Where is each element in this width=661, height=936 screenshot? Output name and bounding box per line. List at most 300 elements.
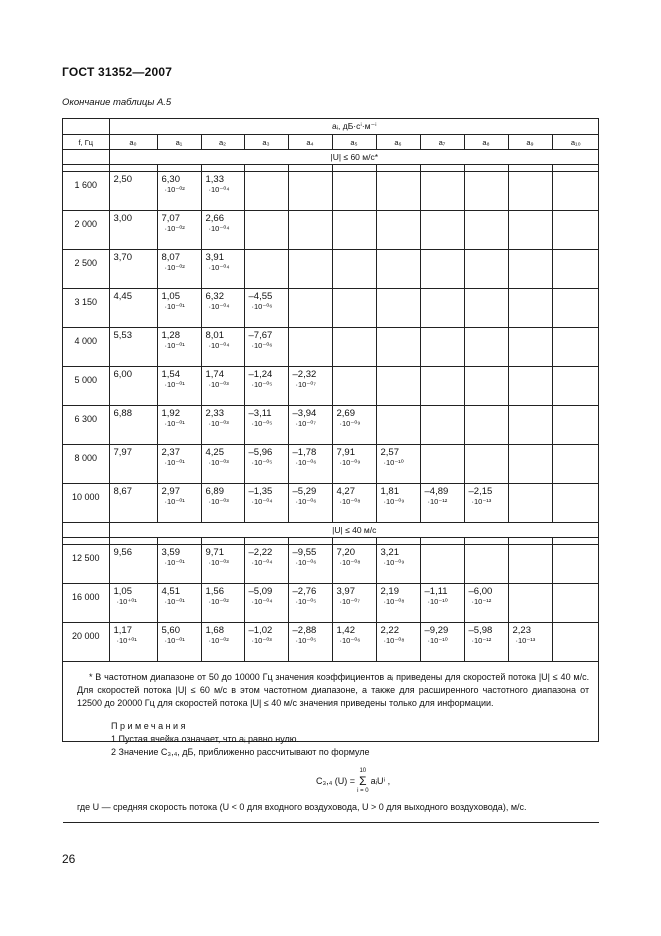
- coefficient-cell-a4: [288, 584, 332, 623]
- coefficient-cell-a3: [244, 545, 288, 584]
- coefficient-exponent: ·10⁻¹²: [427, 497, 448, 506]
- coefficient-cell-a6: [376, 406, 420, 445]
- coefficient-cell-a5: [332, 367, 376, 406]
- coefficient-exponent: ·10⁻⁰¹: [164, 380, 185, 389]
- coefficient-exponent: ·10⁻⁰⁶: [295, 558, 317, 567]
- coefficient-cell-a9: [508, 367, 552, 406]
- coefficient-exponent: ·10⁻⁰¹: [164, 636, 185, 645]
- coefficient-cell-a2: [201, 172, 244, 211]
- coefficient-exponent: ·10⁻⁰⁴: [208, 224, 230, 233]
- coefficient-exponent: ·10⁻⁰²: [164, 185, 185, 194]
- coefficient-cell-a2: [201, 623, 244, 662]
- coefficient-cell-a10: [552, 623, 599, 662]
- coefficient-mantissa: –6,00: [468, 586, 493, 597]
- table-row: [63, 445, 599, 484]
- coefficient-exponent: ·10⁻⁰¹: [164, 558, 185, 567]
- footnote: * В частотном диапазоне от 50 до 10000 Гц значения коэффициентов aᵢ приведены для скоростей потока |U| ≤ 40 м/с. Для скоростей потока |U| ≤ 60 м/с в этом частотном диапазоне, а также для расширенного частотного диапазона от 12500 до 20000 Гц для скоростей потока |U| ≤ 40 м/с значения приведены только для информации.: [77, 672, 590, 708]
- coefficient-cell-a3: [244, 211, 288, 250]
- spacer-cell: [244, 538, 288, 545]
- coefficient-cell-a3: [244, 484, 288, 523]
- coefficient-mantissa: 2,97: [161, 486, 180, 497]
- coefficient-cell-a1: [157, 289, 201, 328]
- coefficient-mantissa: 2,69: [336, 408, 355, 419]
- coefficient-cell-a2: [201, 584, 244, 623]
- coefficient-mantissa: 5,53: [113, 330, 132, 341]
- coefficient-mantissa: 6,89: [205, 486, 224, 497]
- coefficient-cell-a5: [332, 445, 376, 484]
- coefficient-exponent: ·10⁻¹²: [471, 597, 492, 606]
- coefficient-cell-a8: [464, 211, 508, 250]
- frequency-cell: 3 150: [63, 289, 109, 328]
- coefficient-cell-a0: [109, 484, 157, 523]
- coefficient-cell-a8: [464, 172, 508, 211]
- coefficient-cell-a0: [109, 172, 157, 211]
- coefficient-cell-a5: [332, 289, 376, 328]
- formula-lhs: C₃,₄ (U) =: [315, 775, 356, 786]
- coefficient-cell-a8: [464, 367, 508, 406]
- coefficient-cell-a6: [376, 367, 420, 406]
- coefficient-exponent: ·10⁻¹⁰: [427, 597, 448, 606]
- coefficient-mantissa: 6,00: [113, 369, 132, 380]
- coefficient-cell-a3: [244, 328, 288, 367]
- spacer-cell: [288, 538, 332, 545]
- coefficient-mantissa: 3,97: [336, 586, 355, 597]
- coefficient-cell-a4: [288, 367, 332, 406]
- coefficient-cell-a10: [552, 484, 599, 523]
- table-row: [63, 484, 599, 523]
- section-corner-cell: [63, 523, 109, 538]
- coefficient-cell-a9: [508, 623, 552, 662]
- coefficient-exponent: ·10⁻⁰⁷: [295, 380, 317, 389]
- coefficient-cell-a0: [109, 584, 157, 623]
- coefficient-mantissa: 9,71: [205, 547, 224, 558]
- coefficient-exponent: ·10⁻⁰¹: [164, 497, 185, 506]
- coefficient-exponent: ·10⁻⁰¹: [164, 341, 185, 350]
- coefficient-cell-a3: [244, 445, 288, 484]
- coefficient-exponent: ·10⁻⁰⁸: [339, 558, 361, 567]
- notes-block: [77, 671, 589, 814]
- spacer-cell: [109, 538, 157, 545]
- coefficient-cell-a5: [332, 623, 376, 662]
- spacer-cell: [288, 165, 332, 172]
- column-header-a4: a₄: [288, 135, 332, 150]
- coefficient-cell-a2: [201, 545, 244, 584]
- coefficient-exponent: ·10⁻⁰⁶: [251, 341, 273, 350]
- coefficient-mantissa: –3,11: [248, 408, 272, 419]
- spacer-cell: [201, 165, 244, 172]
- coefficient-exponent: ·10⁻⁰³: [208, 419, 229, 428]
- coefficient-cell-a10: [552, 406, 599, 445]
- coefficient-mantissa: –1,24: [248, 369, 273, 380]
- coefficient-cell-a0: [109, 289, 157, 328]
- column-header-a6: a₆: [376, 135, 420, 150]
- coefficient-cell-a4: [288, 445, 332, 484]
- coefficient-exponent: ·10⁺⁰¹: [116, 597, 137, 606]
- notes-cell: [63, 662, 599, 823]
- coefficient-mantissa: –5,09: [248, 586, 273, 597]
- coefficient-exponent: ·10⁻⁰²: [208, 597, 229, 606]
- coefficient-mantissa: –9,29: [424, 625, 449, 636]
- frequency-cell: 6 300: [63, 406, 109, 445]
- note-1: 1 Пустая ячейка означает, что aᵢ равно нулю.: [111, 734, 300, 744]
- coefficient-cell-a7: [420, 406, 464, 445]
- coefficient-cell-a9: [508, 289, 552, 328]
- coefficient-cell-a7: [420, 250, 464, 289]
- coefficient-exponent: ·10⁻⁰⁶: [339, 636, 361, 645]
- coefficient-cell-a10: [552, 250, 599, 289]
- spacer-cell: [464, 165, 508, 172]
- table-row: [63, 328, 599, 367]
- coefficient-cell-a2: [201, 250, 244, 289]
- coefficient-cell-a8: [464, 584, 508, 623]
- coefficient-exponent: ·10⁻⁰¹: [164, 458, 185, 467]
- coefficient-mantissa: –2,88: [292, 625, 317, 636]
- coefficient-cell-a4: [288, 328, 332, 367]
- coefficient-cell-a10: [552, 584, 599, 623]
- coefficient-mantissa: –2,32: [292, 369, 317, 380]
- coefficient-cell-a0: [109, 445, 157, 484]
- coefficient-mantissa: 7,91: [336, 447, 355, 458]
- coefficient-exponent: ·10⁻⁰³: [208, 558, 229, 567]
- coefficient-mantissa: –9,55: [292, 547, 317, 558]
- coefficient-cell-a3: [244, 289, 288, 328]
- coefficient-mantissa: 3,21: [380, 547, 399, 558]
- coefficient-cell-a7: [420, 445, 464, 484]
- coefficient-cell-a0: [109, 250, 157, 289]
- coefficient-mantissa: –4,55: [248, 291, 273, 302]
- coefficient-exponent: ·10⁻⁰⁴: [208, 302, 230, 311]
- coefficient-cell-a5: [332, 250, 376, 289]
- coefficient-mantissa: 2,23: [512, 625, 531, 636]
- coefficient-cell-a7: [420, 484, 464, 523]
- column-header-a8: a₈: [464, 135, 508, 150]
- coefficient-cell-a10: [552, 445, 599, 484]
- sigma-symbol: Σ: [359, 774, 367, 788]
- coefficient-cell-a5: [332, 484, 376, 523]
- coefficient-cell-a7: [420, 328, 464, 367]
- coefficient-mantissa: 6,30: [161, 174, 180, 185]
- spacer-cell: [420, 165, 464, 172]
- coefficient-exponent: ·10⁻⁰⁴: [208, 185, 230, 194]
- sum-lower-limit: i = 0: [357, 788, 369, 794]
- coefficient-group-header: aᵢ, дБ·сⁱ·м⁻ⁱ: [109, 119, 599, 135]
- coefficient-exponent: ·10⁻¹³: [515, 636, 536, 645]
- coefficient-cell-a3: [244, 250, 288, 289]
- coefficient-exponent: ·10⁻⁰⁴: [251, 597, 273, 606]
- coefficient-cell-a1: [157, 584, 201, 623]
- coefficient-cell-a7: [420, 584, 464, 623]
- coefficient-cell-a7: [420, 545, 464, 584]
- spacer-cell: [420, 538, 464, 545]
- coefficient-cell-a8: [464, 289, 508, 328]
- coefficient-mantissa: 3,59: [161, 547, 180, 558]
- coefficient-cell-a0: [109, 211, 157, 250]
- coefficient-mantissa: 4,27: [336, 486, 355, 497]
- coefficient-cell-a7: [420, 211, 464, 250]
- coefficient-exponent: ·10⁻⁰⁵: [251, 380, 273, 389]
- column-header-row: [63, 135, 599, 150]
- coefficient-mantissa: –4,89: [424, 486, 449, 497]
- coefficient-cell-a4: [288, 211, 332, 250]
- coefficient-cell-a7: [420, 367, 464, 406]
- table-row: [63, 250, 599, 289]
- formula: [117, 767, 589, 795]
- coefficient-mantissa: 2,19: [380, 586, 399, 597]
- coefficient-mantissa: –1,35: [248, 486, 273, 497]
- coefficient-mantissa: –3,94: [292, 408, 317, 419]
- coefficient-cell-a6: [376, 289, 420, 328]
- corner-cell: [63, 119, 109, 135]
- coefficient-exponent: ·10⁻⁰¹: [164, 419, 185, 428]
- coefficient-cell-a6: [376, 623, 420, 662]
- coefficient-table-frame: [62, 118, 599, 812]
- coefficient-cell-a9: [508, 406, 552, 445]
- coefficient-cell-a6: [376, 584, 420, 623]
- coefficient-cell-a5: [332, 406, 376, 445]
- coefficient-exponent: ·10⁻⁰³: [208, 497, 229, 506]
- coefficient-mantissa: 6,32: [205, 291, 224, 302]
- coefficient-cell-a8: [464, 623, 508, 662]
- coefficient-cell-a7: [420, 289, 464, 328]
- frequency-cell: 2 500: [63, 250, 109, 289]
- coefficient-cell-a1: [157, 250, 201, 289]
- coefficient-cell-a10: [552, 367, 599, 406]
- coefficient-cell-a6: [376, 545, 420, 584]
- coefficient-cell-a4: [288, 545, 332, 584]
- coefficient-mantissa: 7,20: [336, 547, 355, 558]
- coefficient-mantissa: –5,29: [292, 486, 317, 497]
- coefficient-exponent: ·10⁻¹²: [471, 636, 492, 645]
- coefficient-cell-a2: [201, 484, 244, 523]
- coefficient-mantissa: 1,81: [380, 486, 399, 497]
- table-row: [63, 211, 599, 250]
- coefficient-cell-a0: [109, 545, 157, 584]
- coefficient-cell-a9: [508, 250, 552, 289]
- coefficient-cell-a1: [157, 328, 201, 367]
- table-row: [63, 623, 599, 662]
- coefficient-exponent: ·10⁻⁰⁸: [339, 497, 361, 506]
- coefficient-exponent: ·10⁻⁰⁸: [383, 597, 405, 606]
- coefficient-cell-a8: [464, 328, 508, 367]
- summation: [357, 767, 369, 795]
- spacer-row: [63, 538, 599, 545]
- spacer-cell: [508, 165, 552, 172]
- frequency-cell: 2 000: [63, 211, 109, 250]
- coefficient-cell-a0: [109, 328, 157, 367]
- coefficient-exponent: ·10⁻⁰¹: [164, 302, 185, 311]
- column-header-a9: a₉: [508, 135, 552, 150]
- frequency-cell: 10 000: [63, 484, 109, 523]
- spacer-cell: [464, 538, 508, 545]
- coefficient-mantissa: 1,56: [205, 586, 224, 597]
- coefficient-cell-a2: [201, 367, 244, 406]
- frequency-cell: 16 000: [63, 584, 109, 623]
- frequency-cell: 20 000: [63, 623, 109, 662]
- coefficient-mantissa: 1,54: [161, 369, 180, 380]
- coefficient-cell-a6: [376, 328, 420, 367]
- spacer-cell: [63, 538, 109, 545]
- coefficient-exponent: ·10⁻⁰⁵: [295, 636, 317, 645]
- column-header-a1: a₁: [157, 135, 201, 150]
- coefficient-mantissa: 1,42: [336, 625, 355, 636]
- section-row: [63, 150, 599, 165]
- frequency-cell: 12 500: [63, 545, 109, 584]
- coefficient-mantissa: 1,74: [205, 369, 224, 380]
- spacer-cell: [63, 165, 109, 172]
- coefficient-cell-a1: [157, 623, 201, 662]
- coefficient-mantissa: 1,05: [113, 586, 132, 597]
- formula-term: aᵢUⁱ ,: [370, 775, 391, 786]
- note-2: 2 Значение C₃,₄, дБ, приближенно рассчитывают по формуле: [111, 747, 370, 757]
- table-body: [63, 119, 599, 662]
- coefficient-mantissa: 8,01: [205, 330, 224, 341]
- table-row: [63, 172, 599, 211]
- coefficient-mantissa: 2,33: [205, 408, 224, 419]
- coefficient-exponent: ·10⁻⁰⁵: [251, 458, 273, 467]
- coefficient-cell-a5: [332, 584, 376, 623]
- coefficient-cell-a9: [508, 172, 552, 211]
- column-header-a3: a₃: [244, 135, 288, 150]
- coefficient-exponent: ·10⁻⁰⁵: [251, 419, 273, 428]
- coefficient-mantissa: –2,22: [248, 547, 273, 558]
- coefficient-cell-a1: [157, 172, 201, 211]
- frequency-cell: 1 600: [63, 172, 109, 211]
- spacer-row: [63, 165, 599, 172]
- spacer-cell: [552, 165, 599, 172]
- coefficient-mantissa: 4,25: [205, 447, 224, 458]
- coefficient-mantissa: 1,92: [161, 408, 180, 419]
- coefficient-cell-a1: [157, 545, 201, 584]
- coefficient-mantissa: 4,45: [113, 291, 132, 302]
- coefficient-mantissa: 9,56: [113, 547, 132, 558]
- coefficient-mantissa: 7,07: [161, 213, 180, 224]
- spacer-cell: [244, 165, 288, 172]
- coefficient-mantissa: 1,68: [205, 625, 224, 636]
- coefficient-mantissa: 7,97: [113, 447, 132, 458]
- coefficient-cell-a5: [332, 545, 376, 584]
- coefficient-cell-a4: [288, 484, 332, 523]
- coefficient-exponent: ·10⁻⁰⁹: [383, 558, 405, 567]
- coefficient-exponent: ·10⁻⁰²: [208, 636, 229, 645]
- coefficient-exponent: ·10⁻⁰²: [164, 263, 185, 272]
- coefficient-mantissa: –5,98: [468, 625, 493, 636]
- section-row: [63, 523, 599, 538]
- coefficient-exponent: ·10⁻⁰³: [208, 380, 229, 389]
- frequency-cell: 8 000: [63, 445, 109, 484]
- frequency-cell: 4 000: [63, 328, 109, 367]
- coefficient-exponent: ·10⁻⁰⁹: [339, 419, 361, 428]
- coefficient-cell-a4: [288, 289, 332, 328]
- coefficient-cell-a8: [464, 250, 508, 289]
- coefficient-mantissa: 8,07: [161, 252, 180, 263]
- coefficient-cell-a5: [332, 172, 376, 211]
- coefficient-cell-a4: [288, 172, 332, 211]
- coefficient-cell-a10: [552, 172, 599, 211]
- coefficient-cell-a4: [288, 250, 332, 289]
- coefficient-exponent: ·10⁻⁰⁷: [339, 597, 361, 606]
- coefficient-exponent: ·10⁻¹³: [471, 497, 492, 506]
- coefficient-exponent: ·10⁻⁰⁶: [295, 458, 317, 467]
- coefficient-cell-a5: [332, 328, 376, 367]
- spacer-cell: [332, 165, 376, 172]
- spacer-cell: [157, 165, 201, 172]
- frequency-header: f, Гц: [63, 135, 109, 150]
- coefficient-exponent: ·10⁻⁰⁸: [383, 636, 405, 645]
- spacer-cell: [376, 165, 420, 172]
- column-header-a2: a₂: [201, 135, 244, 150]
- coefficient-cell-a9: [508, 545, 552, 584]
- coefficient-mantissa: 3,70: [113, 252, 132, 263]
- coefficient-cell-a6: [376, 172, 420, 211]
- coefficient-exponent: ·10⁻⁰⁴: [251, 558, 273, 567]
- coefficient-cell-a3: [244, 172, 288, 211]
- table-row: [63, 289, 599, 328]
- coefficient-mantissa: –1,02: [248, 625, 273, 636]
- spacer-cell: [332, 538, 376, 545]
- coefficient-cell-a6: [376, 211, 420, 250]
- coefficient-exponent: ·10⁻⁰¹: [164, 597, 185, 606]
- coefficient-mantissa: 1,28: [161, 330, 180, 341]
- coefficient-exponent: ·10⁻¹⁰: [383, 458, 404, 467]
- coefficient-exponent: ·10⁻⁰⁶: [251, 302, 273, 311]
- spacer-cell: [157, 538, 201, 545]
- coefficient-exponent: ·10⁻⁰⁹: [339, 458, 361, 467]
- coefficient-cell-a1: [157, 484, 201, 523]
- coefficient-exponent: ·10⁻⁰⁹: [383, 497, 405, 506]
- coefficient-table: [63, 119, 599, 823]
- coefficient-cell-a0: [109, 623, 157, 662]
- coefficient-exponent: ·10⁻⁰³: [251, 636, 272, 645]
- coefficient-exponent: ·10⁻⁰²: [164, 224, 185, 233]
- coefficient-mantissa: 5,60: [161, 625, 180, 636]
- coefficient-cell-a0: [109, 406, 157, 445]
- coefficient-cell-a9: [508, 484, 552, 523]
- coefficient-exponent: ·10⁻⁰⁴: [208, 341, 230, 350]
- table-row: [63, 545, 599, 584]
- document-header: ГОСТ 31352—2007: [62, 65, 173, 79]
- coefficient-mantissa: 4,51: [161, 586, 180, 597]
- coefficient-cell-a1: [157, 445, 201, 484]
- page-number: 26: [62, 852, 76, 866]
- coefficient-mantissa: 1,05: [161, 291, 180, 302]
- coefficient-cell-a5: [332, 211, 376, 250]
- coefficient-mantissa: 3,00: [113, 213, 132, 224]
- coefficient-mantissa: 2,57: [380, 447, 399, 458]
- coefficient-cell-a10: [552, 289, 599, 328]
- coefficient-cell-a1: [157, 367, 201, 406]
- coefficient-exponent: ·10⁻⁰³: [208, 458, 229, 467]
- coefficient-mantissa: –1,78: [292, 447, 317, 458]
- coefficient-mantissa: 1,17: [113, 625, 132, 636]
- spacer-cell: [109, 165, 157, 172]
- coefficient-mantissa: 2,50: [113, 174, 132, 185]
- coefficient-exponent: ·10⁻⁰⁶: [295, 497, 317, 506]
- coefficient-cell-a8: [464, 406, 508, 445]
- coefficient-mantissa: 2,22: [380, 625, 399, 636]
- coefficient-exponent: ·10⁻⁰⁵: [295, 597, 317, 606]
- coefficient-cell-a2: [201, 211, 244, 250]
- sum-upper-limit: 10: [359, 768, 367, 774]
- spacer-cell: [376, 538, 420, 545]
- section-corner-cell: [63, 150, 109, 165]
- notes-title: Примечания: [111, 721, 188, 731]
- coefficient-exponent: ·10⁻¹⁰: [427, 636, 448, 645]
- coefficient-mantissa: 6,88: [113, 408, 132, 419]
- coefficient-cell-a3: [244, 406, 288, 445]
- coefficient-cell-a8: [464, 484, 508, 523]
- coefficient-cell-a4: [288, 406, 332, 445]
- coefficient-mantissa: –1,11: [424, 586, 448, 597]
